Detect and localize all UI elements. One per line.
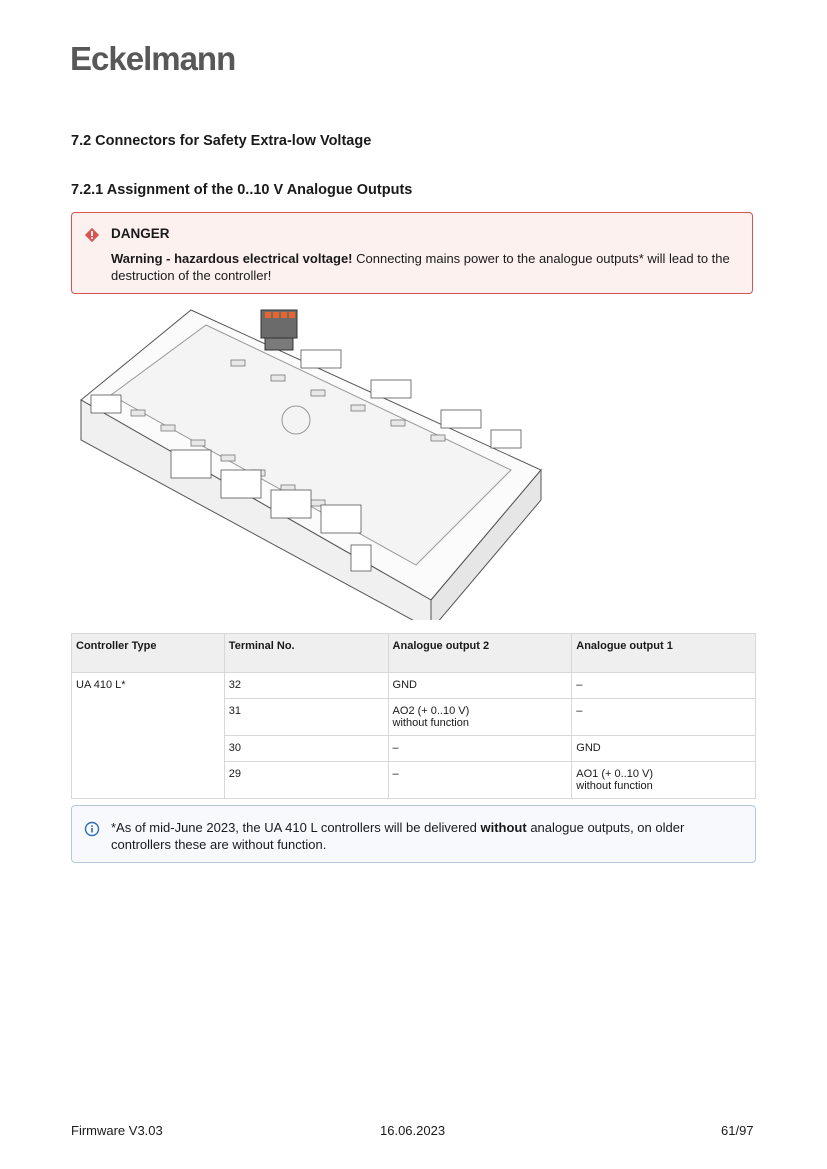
terminal-cell: 29 bbox=[224, 762, 388, 799]
danger-bold-text: Warning - hazardous electrical voltage! bbox=[111, 251, 353, 266]
section-heading: 7.2 Connectors for Safety Extra-low Voltage bbox=[71, 133, 372, 149]
ao2-cell: – bbox=[388, 762, 572, 799]
ao2-cell: AO2 (+ 0..10 V) without function bbox=[388, 699, 572, 736]
danger-text bbox=[111, 250, 741, 284]
ao1-cell: – bbox=[572, 699, 756, 736]
danger-title: DANGER bbox=[111, 226, 170, 241]
col-terminal-no: Terminal No. bbox=[224, 634, 388, 673]
subsection-heading: 7.2.1 Assignment of the 0..10 V Analogue Outputs bbox=[71, 182, 413, 198]
orange-connector-plug bbox=[261, 310, 297, 350]
danger-body-text: Connecting mains power to the analogue outputs* will lead to the destruction of the controller! bbox=[111, 251, 730, 283]
controller-illustration bbox=[71, 300, 551, 620]
danger-box bbox=[71, 212, 753, 294]
ao1-cell: AO1 (+ 0..10 V) without function bbox=[572, 762, 756, 799]
ao1-cell: GND bbox=[572, 736, 756, 762]
ao1-cell: – bbox=[572, 673, 756, 699]
table-row bbox=[72, 673, 756, 699]
col-analogue-output-2: Analogue output 2 bbox=[388, 634, 572, 673]
col-controller-type: Controller Type bbox=[72, 634, 225, 673]
terminal-cell: 31 bbox=[224, 699, 388, 736]
eckelmann-logo: Eckelmann bbox=[70, 40, 236, 77]
footer-date: 16.06.2023 bbox=[380, 1123, 446, 1138]
ao2-cell: – bbox=[388, 736, 572, 762]
info-note-box bbox=[71, 805, 756, 863]
terminal-cell: 32 bbox=[224, 673, 388, 699]
footer-page-number: 61/97 bbox=[721, 1123, 754, 1138]
info-icon bbox=[84, 821, 100, 842]
table-header-row bbox=[72, 634, 756, 673]
col-analogue-output-1: Analogue output 1 bbox=[572, 634, 756, 673]
terminal-cell: 30 bbox=[224, 736, 388, 762]
terminal-assignment-table bbox=[71, 633, 756, 799]
warning-icon bbox=[84, 227, 100, 248]
info-note-text: *As of mid-June 2023, the UA 410 L controllers will be delivered without analogue outputs, on older controllers these are without function. bbox=[111, 820, 685, 852]
footer-firmware: Firmware V3.03 bbox=[71, 1123, 163, 1138]
controller-type-cell: UA 410 L* bbox=[72, 673, 225, 799]
ao2-cell: GND bbox=[388, 673, 572, 699]
